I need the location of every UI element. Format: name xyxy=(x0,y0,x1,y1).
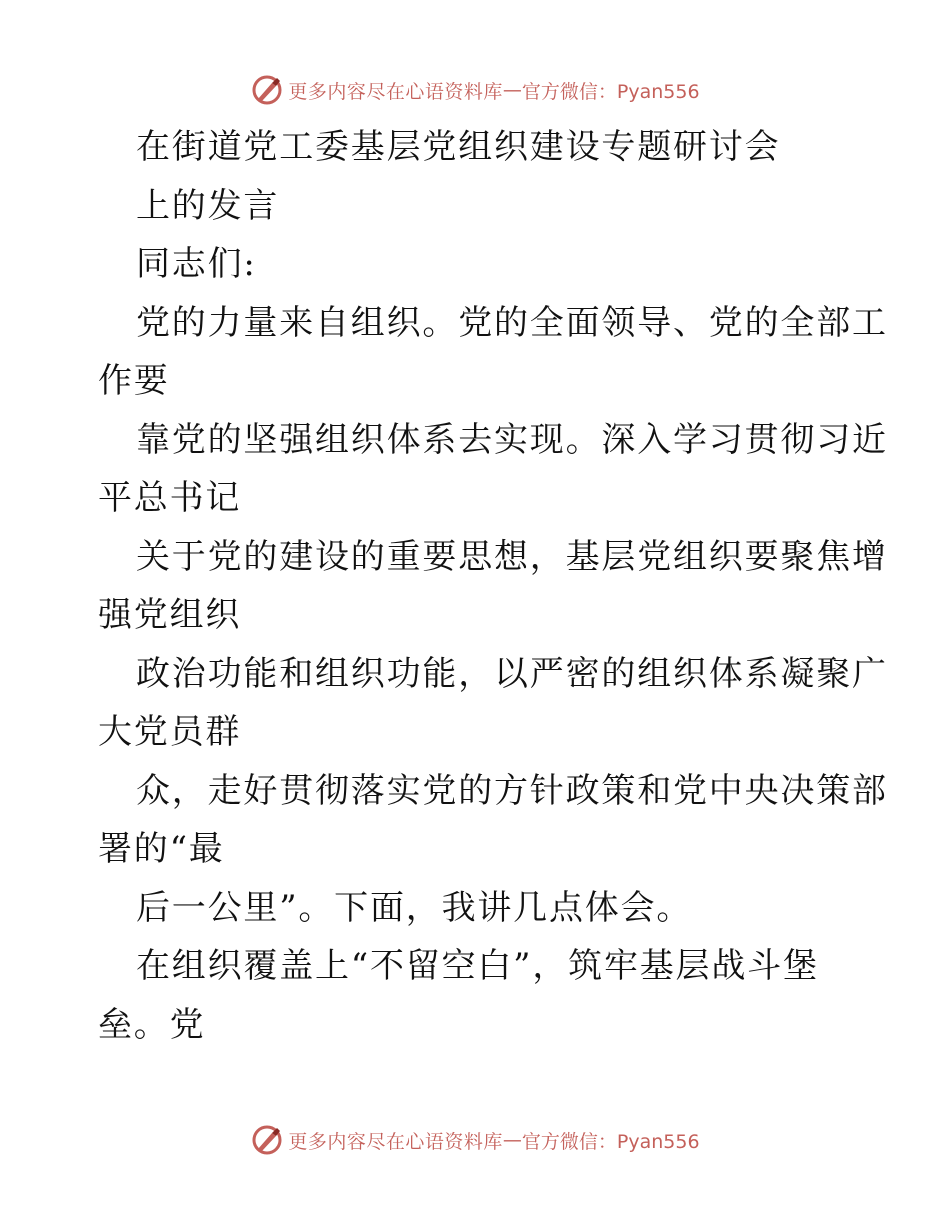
pen-logo-icon xyxy=(250,73,284,107)
doc-line: 署的“最 xyxy=(98,829,225,869)
doc-line: 后一公里”。下面，我讲几点体会。 xyxy=(136,887,693,928)
doc-line: 同志们: xyxy=(136,244,257,284)
doc-line: 党的力量来自组织。党的全面领导、党的全部工 xyxy=(136,302,888,343)
footer-watermark xyxy=(0,1120,950,1160)
doc-line: 关于党的建设的重要思想，基层党组织要聚焦增 xyxy=(136,536,888,577)
document-body xyxy=(98,118,888,1054)
doc-line: 在街道党工委基层党组织建设专题研讨会 xyxy=(136,127,781,167)
watermark-text: 更多内容尽在心语资料库 xyxy=(288,80,503,103)
doc-line: 政治功能和组织功能，以严密的组织体系凝聚广 xyxy=(136,653,888,694)
doc-line: 垒。党 xyxy=(98,1004,206,1045)
doc-line: 作要 xyxy=(98,361,170,401)
header-watermark xyxy=(0,70,950,110)
doc-line: 强党组织 xyxy=(98,595,242,635)
doc-line: 大党员群 xyxy=(98,712,242,752)
doc-line: 上的发言 xyxy=(136,185,280,226)
doc-line: 在组织覆盖上“不留空白”，筑牢基层战斗堡 xyxy=(136,946,819,986)
watermark-contact: 官方微信：Pyan556 xyxy=(521,80,700,103)
watermark-separator: — xyxy=(502,1129,522,1151)
doc-line: 平总书记 xyxy=(98,478,242,518)
doc-line: 靠党的坚强组织体系去实现。深入学习贯彻习近 xyxy=(136,419,888,460)
pen-logo-icon xyxy=(250,1123,284,1157)
watermark-contact: 官方微信：Pyan556 xyxy=(521,1130,700,1153)
watermark-separator: — xyxy=(502,79,522,101)
watermark-text: 更多内容尽在心语资料库 xyxy=(288,1130,503,1153)
doc-line: 众，走好贯彻落实党的方针政策和党中央决策部 xyxy=(136,770,888,811)
